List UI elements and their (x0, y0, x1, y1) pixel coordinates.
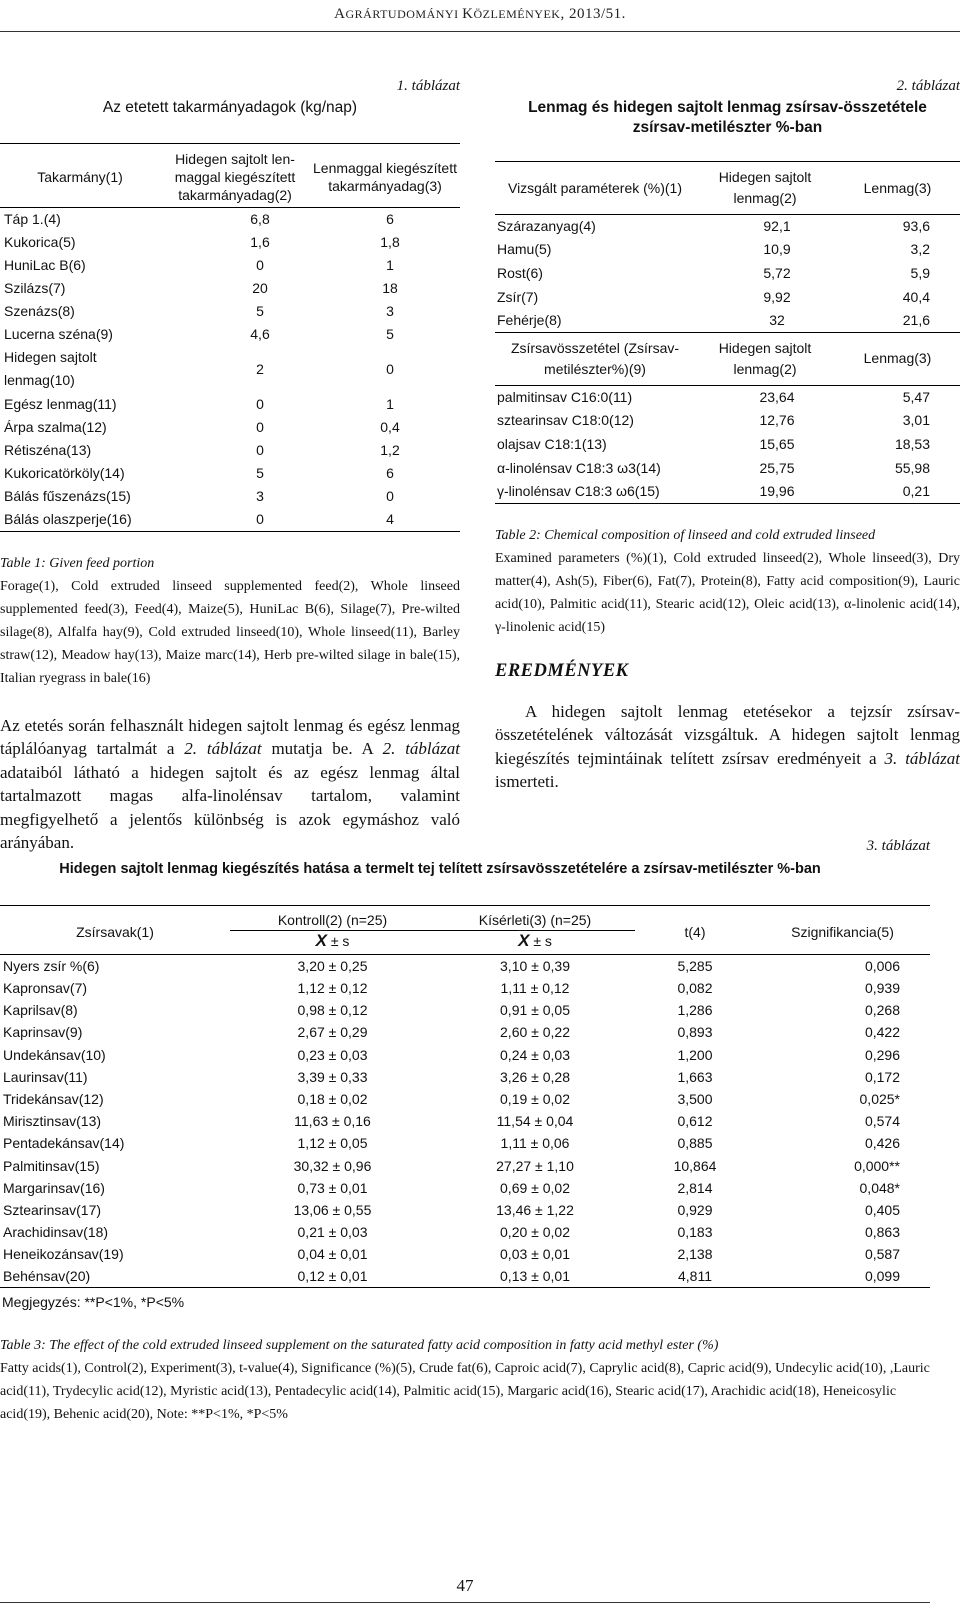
table1-title: Az etetett takarmányadagok (kg/nap) (102, 99, 358, 116)
cold-extruded-value: 1,6 (250, 234, 270, 251)
table-row (0, 1110, 930, 1132)
table1-label: 1. táblázat (396, 78, 460, 94)
significance-value: 0,268 (864, 1002, 900, 1019)
table1 (0, 143, 460, 532)
table1-header-row (0, 144, 460, 208)
results-paragraph (495, 700, 960, 794)
significance-value: 0,574 (864, 1113, 900, 1130)
whole-linseed-value: 5 (386, 326, 394, 343)
t-value: 0,929 (677, 1201, 713, 1218)
table-row (495, 285, 960, 309)
significance-value: 0,939 (864, 980, 900, 997)
table-row (0, 1155, 930, 1177)
fatty-acid-name: sztearinsav C18:0(12) (497, 412, 634, 429)
table-row (495, 309, 960, 333)
t-value: 2,814 (677, 1179, 713, 1196)
feed-name: Bálás fűszenázs(15) (4, 487, 131, 504)
t-value: 1,200 (677, 1046, 713, 1063)
fatty-acid-name: Sztearinsav(17) (3, 1201, 102, 1218)
cold-extruded-value: 10,9 (763, 241, 791, 258)
fatty-acid-name: Behénsav(20) (0, 1265, 230, 1288)
table-row (495, 262, 960, 286)
table-row (0, 1221, 930, 1243)
table-row (0, 1066, 930, 1088)
table3-data (0, 955, 930, 1288)
significance-value: 0,422 (864, 1024, 900, 1041)
table-row (495, 409, 960, 433)
control-value: 11,63 ± 0,16 (294, 1113, 371, 1130)
table2-header-row-2 (495, 332, 960, 385)
table3-col-control: Kontroll(2) (n=25) (230, 906, 435, 931)
feed-name: Árpa szalma(12) (4, 418, 107, 435)
control-value: 0,23 ± 0,03 (297, 1046, 368, 1063)
table3-header-row-1 (0, 906, 930, 931)
feed-name: Hidegen sajtolt lenmag(10) (4, 349, 97, 389)
table-row (495, 238, 960, 262)
feed-name: Kukorica(5) (4, 234, 76, 251)
table2-caption-title: Table 2: Chemical composition of linseed and cold extruded linseed (495, 527, 876, 543)
control-value: 1,12 ± 0,12 (297, 980, 368, 997)
fatty-acid-name: Nyers zsír %(6) (3, 958, 100, 974)
cold-extruded-value: 19,96 (695, 480, 835, 504)
table-row (0, 1044, 930, 1066)
control-value: 1,12 ± 0,05 (297, 1135, 368, 1152)
table-row (0, 1265, 930, 1288)
control-value: 3,39 ± 0,33 (297, 1068, 368, 1085)
linseed-value: 3,2 (910, 241, 930, 258)
table-row (0, 955, 930, 978)
linseed-value: 5,9 (910, 264, 930, 281)
whole-linseed-value: 0 (386, 487, 394, 504)
table2 (495, 161, 960, 504)
t-value: 2,138 (677, 1246, 713, 1263)
experiment-value: 0,03 ± 0,01 (500, 1246, 570, 1263)
experiment-value: 3,10 ± 0,39 (500, 958, 570, 974)
journal-issue: , 2013/51. (560, 6, 626, 22)
t-value: 4,811 (635, 1265, 755, 1288)
feed-name: Táp 1.(4) (4, 211, 61, 227)
table1-caption-body: Forage(1), Cold extruded linseed supplemented feed(2), Whole linseed supplemented feed(3), Feed(4), Maize(5), HuniLac B(6), Silage(7), Pre-wilted silage(8), Alfalfa hay(9), Cold extruded linseed(10), Whole linseed(11), Barley straw(12), Meadow hay(13), Maize marc(14), Herb pre-wilted silage in bale(15), Italian ryegrass in bale(16) (0, 578, 460, 686)
table-row (0, 999, 930, 1021)
results-text-2: ismerteti. (495, 772, 559, 792)
control-value: 2,67 ± 0,29 (297, 1024, 368, 1041)
whole-linseed-value: 3 (386, 303, 394, 320)
cold-extruded-value: 9,92 (763, 288, 791, 305)
parameter-name: Zsír(7) (497, 288, 539, 305)
table-row (0, 323, 460, 346)
feed-name: Bálás olaszperje(16) (0, 508, 160, 532)
control-value: 0,12 ± 0,01 (230, 1265, 435, 1288)
whole-linseed-value: 0 (386, 360, 394, 377)
experiment-value: 1,11 ± 0,12 (500, 980, 570, 997)
cold-extruded-value: 4,6 (250, 326, 270, 343)
right-column (495, 78, 960, 794)
significance-value: 0,863 (864, 1224, 900, 1241)
table-row (495, 480, 960, 504)
significance-value: 0,000** (854, 1157, 900, 1174)
parameter-name: Szárazanyag(4) (497, 218, 596, 235)
left-paragraph (0, 714, 460, 855)
experiment-value: 0,13 ± 0,01 (435, 1265, 635, 1288)
journal-title-initial-2: K (462, 6, 474, 22)
cold-extruded-value: 32 (695, 309, 835, 333)
whole-linseed-value: 6 (386, 464, 394, 481)
control-value: 0,18 ± 0,02 (297, 1091, 368, 1108)
table1-col-feed: Takarmány(1) (0, 144, 160, 208)
feed-name: Szenázs(8) (4, 303, 75, 320)
whole-linseed-value: 6 (386, 211, 394, 227)
table3-experiment-stat (435, 931, 635, 955)
table3-reference: 3. táblázat (884, 748, 960, 768)
t-value: 1,286 (677, 1002, 713, 1019)
table2-label: 2. táblázat (896, 78, 960, 94)
feed-name: HuniLac B(6) (4, 257, 86, 274)
fatty-acid-name: Kaprinsav(9) (3, 1024, 83, 1041)
table-row (0, 1132, 930, 1154)
t-value: 0,885 (677, 1135, 713, 1152)
experiment-value: 13,46 ± 1,22 (496, 1201, 574, 1218)
whole-linseed-value: 0,4 (380, 418, 400, 435)
whole-linseed-value: 1,2 (380, 441, 400, 458)
experiment-value: 0,69 ± 0,02 (500, 1179, 570, 1196)
table3-control-stat (230, 931, 435, 955)
table2-col-linseed: Lenmag(3) (835, 162, 960, 215)
whole-linseed-value: 1 (386, 395, 394, 412)
table3-caption-title: Table 3: The effect of the cold extruded linseed supplement on the saturated fatty acid composition in fatty acid methyl ester (%) (0, 1338, 719, 1353)
experiment-value: 0,20 ± 0,02 (500, 1224, 570, 1241)
parameter-name: Fehérje(8) (495, 309, 695, 333)
table-row (495, 433, 960, 457)
experiment-value: 0,19 ± 0,02 (500, 1091, 570, 1108)
table3 (0, 905, 930, 1288)
table-row (0, 208, 460, 232)
table2-col-fatty-acid-composition: Zsírsavösszetétel (Zsírsav-metilészter%)(9) (495, 332, 695, 385)
table2-col-parameters: Vizsgált paraméterek (%)(1) (495, 162, 695, 215)
table-row (0, 1088, 930, 1110)
left-column (0, 78, 460, 855)
fatty-acid-name: Mirisztinsav(13) (3, 1113, 102, 1130)
fatty-acid-name: γ-linolénsav C18:3 ω6(15) (495, 480, 695, 504)
fatty-acid-name: Undekánsav(10) (3, 1046, 106, 1063)
table-row (0, 1021, 930, 1043)
table3-caption-body: Fatty acids(1), Control(2), Experiment(3), t-value(4), Significance (%)(5), Crude fat(6), Caproic acid(7), Caprylic acid(8), Capric acid(9), Undecylic acid(10), ,Lauric acid(11), Trydecylic acid(12), Myristic acid(13), Pentadecylic acid(14), Palmitic acid(15), Margaric acid(16), Stearic acid(17), Arachidic acid(18), Heneicosylic acid(19), Behenic acid(20), Note: **P<1%, *P<5% (0, 1361, 930, 1422)
fatty-acid-name: olajsav C18:1(13) (497, 435, 607, 452)
cold-extruded-value: 5 (256, 303, 264, 320)
significance-value: 0,587 (864, 1246, 900, 1263)
table2-body (495, 162, 960, 504)
left-paragraph-text-3: adataiból látható a hidegen sajtolt és az egész lenmag által tartalmazott magas alfa-linolénsav tartalom, valamint megfigyelhető a jelentős különbség is azok egymáshoz való arányában. (0, 762, 460, 853)
t-value: 0,082 (677, 980, 713, 997)
parameter-name: Hamu(5) (497, 241, 552, 258)
journal-title-initial-1: A (334, 6, 346, 22)
cold-extruded-value: 12,76 (759, 412, 795, 429)
table1-caption-title: Table 1: Given feed portion (0, 555, 155, 571)
table-row (0, 1177, 930, 1199)
significance-value: 0,172 (864, 1068, 900, 1085)
linseed-value: 3,01 (902, 412, 930, 429)
whole-linseed-value: 1,8 (380, 234, 400, 251)
significance-value: 0,099 (755, 1265, 930, 1288)
table-row (0, 485, 460, 508)
table-row (495, 456, 960, 480)
significance-value: 0,296 (864, 1046, 900, 1063)
cold-extruded-value: 20 (252, 280, 268, 297)
cold-extruded-value: 25,75 (759, 459, 795, 476)
table2-title-line2: zsírsav-metilészter %-ban (632, 119, 823, 136)
cold-extruded-value: 0 (256, 395, 264, 412)
table2-col-cold-extruded: Hidegen sajtolt lenmag(2) (695, 332, 835, 385)
table3-block (0, 838, 930, 1310)
t-value: 3,500 (677, 1091, 713, 1108)
t-value: 10,864 (673, 1157, 717, 1174)
feed-name: Szilázs(7) (4, 280, 66, 297)
experiment-value: 0,24 ± 0,03 (500, 1046, 570, 1063)
cold-extruded-value: 92,1 (763, 218, 791, 235)
table-row (0, 277, 460, 300)
experiment-value: 11,54 ± 0,04 (496, 1113, 574, 1130)
control-value: 0,98 ± 0,12 (297, 1002, 368, 1019)
fatty-acid-name: Margarinsav(16) (3, 1179, 105, 1196)
cold-extruded-value: 5 (256, 464, 264, 481)
fatty-acid-name: Kaprilsav(8) (3, 1002, 78, 1019)
table1-col-whole-linseed: Lenmaggal kiegészített takarmányadag(3) (310, 144, 460, 208)
fatty-acid-name: Arachidinsav(18) (3, 1224, 109, 1241)
footer-rule (0, 1602, 930, 1603)
experiment-value: 1,11 ± 0,06 (500, 1135, 570, 1152)
fatty-acid-name: Tridekánsav(12) (3, 1091, 104, 1108)
table3-note: Megjegyzés: **P<1%, *P<5% (2, 1294, 185, 1311)
control-value: 0,04 ± 0,01 (297, 1246, 368, 1263)
table-row (0, 508, 460, 532)
table-row (0, 977, 930, 999)
control-value: 3,20 ± 0,25 (297, 958, 368, 974)
fatty-acid-name: Pentadekánsav(14) (3, 1135, 125, 1152)
table3-label: 3. táblázat (866, 838, 930, 854)
experiment-value: 2,60 ± 0,22 (500, 1024, 570, 1041)
linseed-value: 5,47 (902, 389, 930, 406)
table-row (0, 254, 460, 277)
fatty-acid-name: Palmitinsav(15) (3, 1157, 100, 1174)
header-rule (0, 31, 960, 32)
linseed-value: 0,21 (835, 480, 960, 504)
feed-name: Rétiszéna(13) (4, 441, 92, 458)
control-value: 0,73 ± 0,01 (297, 1179, 368, 1196)
table2-title-line1: Lenmag és hidegen sajtolt lenmag zsírsav-összetétele (528, 99, 927, 116)
significance-value: 0,426 (864, 1135, 900, 1152)
table2-caption-body: Examined parameters (%)(1), Cold extruded linseed(2), Whole linseed(3), Dry matter(4), Ash(5), Fiber(6), Fat(7), Protein(8), Fatty acid composition(9), Lauric acid(10), Palmitic acid(11), Stearic acid(12), Oleic acid(13), α-linolenic acid(14), γ-linolenic acid(15) (495, 550, 960, 635)
table-row (0, 416, 460, 439)
parameter-name: Rost(6) (497, 264, 543, 281)
table2-header-row (495, 162, 960, 215)
cold-extruded-value: 0 (160, 508, 310, 532)
significance-value: 0,025* (859, 1091, 900, 1108)
table-row (0, 231, 460, 254)
fatty-acid-name: Heneikozánsav(19) (3, 1246, 124, 1263)
table3-col-t: t(4) (635, 906, 755, 955)
left-paragraph-text-1: Az etetés során felhasznált hidegen sajtolt lenmag és egész lenmag táplálóanyag tartalmát a (0, 715, 460, 759)
journal-title (334, 6, 560, 22)
table-row (0, 392, 460, 415)
t-value: 0,893 (677, 1024, 713, 1041)
running-header (0, 6, 960, 23)
table-row (0, 439, 460, 462)
linseed-value: 93,6 (902, 218, 930, 235)
significance-value: 0,048* (859, 1179, 900, 1196)
cold-extruded-value: 23,64 (759, 389, 795, 406)
left-paragraph-text-2: mutatja be. A (261, 739, 383, 759)
table-row (495, 385, 960, 409)
fatty-acid-name: α-linolénsav C18:3 ω3(14) (497, 459, 661, 476)
table3-col-significance: Szignifikancia(5) (755, 906, 930, 955)
linseed-value: 18,53 (894, 435, 930, 452)
cold-extruded-value: 2 (256, 360, 264, 377)
whole-linseed-value: 18 (382, 280, 398, 297)
feed-name: Egész lenmag(11) (4, 395, 117, 412)
table2-col-linseed: Lenmag(3) (835, 332, 960, 385)
journal-title-part-1: GRÁRTUDOMÁNYI (345, 7, 463, 21)
table-row (0, 1243, 930, 1265)
table-row (0, 300, 460, 323)
control-value: 30,32 ± 0,96 (293, 1157, 372, 1174)
linseed-value: 40,4 (902, 288, 930, 305)
sd-symbol: ± s (533, 933, 552, 949)
table-row (0, 462, 460, 485)
table1-col-cold-extruded: Hidegen sajtolt len-maggal kiegészített takarmányadag(2) (160, 144, 310, 208)
fatty-acid-name: Kapronsav(7) (3, 980, 88, 997)
experiment-value: 0,91 ± 0,05 (500, 1002, 570, 1019)
results-heading: EREDMÉNYEK (495, 660, 629, 681)
whole-linseed-value: 1 (386, 257, 394, 274)
cold-extruded-value: 0 (256, 441, 264, 458)
t-value: 1,663 (677, 1068, 713, 1085)
table-row (0, 1199, 930, 1221)
t-value: 0,183 (677, 1224, 713, 1241)
linseed-value: 55,98 (894, 459, 930, 476)
experiment-value: 3,26 ± 0,28 (500, 1068, 570, 1085)
table3-caption (0, 1338, 930, 1426)
table-row (0, 346, 460, 392)
table2-reference-1: 2. táblázat (184, 739, 262, 759)
whole-linseed-value: 4 (310, 508, 460, 532)
feed-name: Lucerna széna(9) (4, 326, 113, 343)
table2-reference-2: 2. táblázat (382, 739, 460, 759)
fatty-acid-name: Laurinsav(11) (3, 1068, 88, 1085)
cold-extruded-value: 3 (256, 487, 264, 504)
results-text-1: A hidegen sajtolt lenmag etetésekor a tejzsír zsírsav-összetételének változását vizsgáltuk. A hidegen sajtolt lenmag kiegészítés tejmintáinak telített zsírsav eredményeit a (495, 701, 960, 768)
cold-extruded-value: 6,8 (250, 211, 270, 227)
fatty-acid-name: palmitinsav C16:0(11) (497, 389, 633, 406)
t-value: 0,612 (677, 1113, 713, 1130)
cold-extruded-value: 0 (256, 418, 264, 435)
table-row (495, 215, 960, 239)
mean-symbol: $\overline{X}$ (315, 931, 327, 950)
cold-extruded-value: 0 (256, 257, 264, 274)
cold-extruded-value: 15,65 (759, 435, 795, 452)
experiment-value: 27,27 ± 1,10 (496, 1157, 574, 1174)
table3-body (0, 906, 930, 955)
control-value: 13,06 ± 0,55 (293, 1201, 372, 1218)
t-value: 5,285 (677, 958, 713, 974)
sd-symbol: ± s (330, 933, 350, 949)
table3-title: Hidegen sajtolt lenmag kiegészítés hatása a termelt tej telített zsírsavösszetételére a zsírsav-metilészter %-ban (59, 861, 821, 877)
significance-value: 0,006 (864, 958, 900, 974)
significance-value: 0,405 (864, 1201, 900, 1218)
linseed-value: 21,6 (835, 309, 960, 333)
feed-name: Kukoricatörköly(14) (4, 464, 125, 481)
table2-col-cold-extruded: Hidegen sajtolt lenmag(2) (695, 162, 835, 215)
table1-body (0, 208, 460, 532)
mean-symbol: $\overline{X}$ (518, 931, 530, 950)
table3-col-fatty-acids: Zsírsavak(1) (0, 906, 230, 955)
cold-extruded-value: 5,72 (763, 264, 791, 281)
control-value: 0,21 ± 0,03 (297, 1224, 368, 1241)
page-number: 47 (456, 1576, 474, 1595)
journal-title-part-2: ÖZLEMÉNYEK (473, 7, 561, 21)
table3-col-experiment: Kísérleti(3) (n=25) (435, 906, 635, 931)
